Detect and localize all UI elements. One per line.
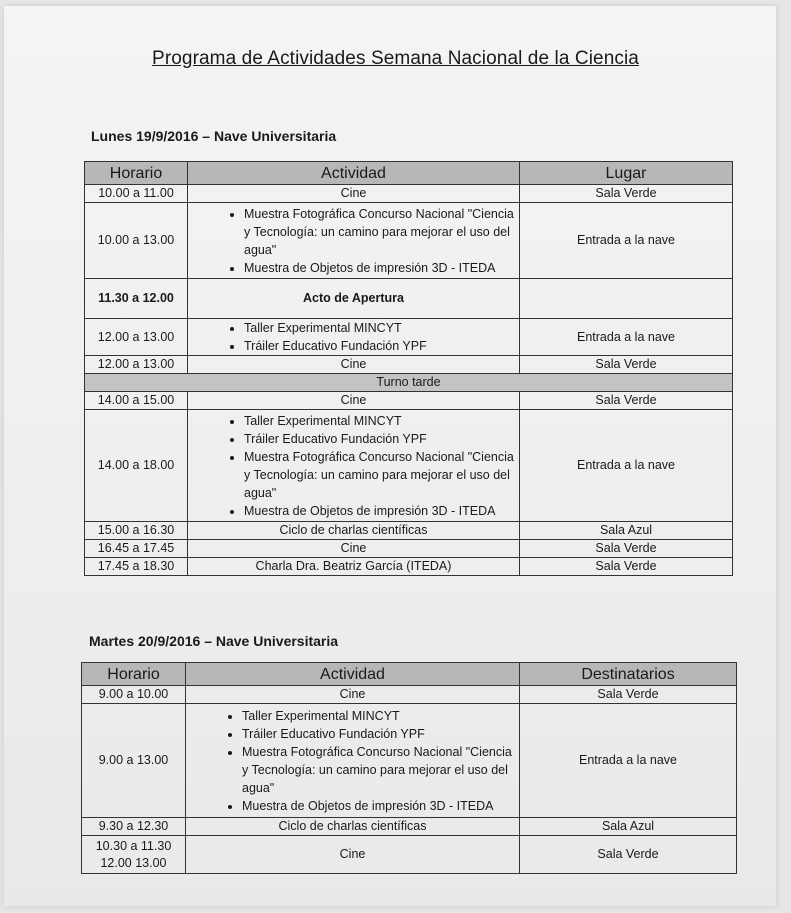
- table-row: [85, 522, 733, 540]
- time-cell: 17.45 a 18.30: [85, 558, 188, 576]
- time-line: 12.00 13.00: [100, 855, 167, 870]
- list-item: • Tráiler Educativo Fundación YPF: [242, 725, 515, 743]
- schedule-table-tuesday: [81, 662, 737, 874]
- list-item: • Tráiler Educativo Fundación YPF: [244, 430, 515, 448]
- activity-cell: Acto de Apertura: [188, 279, 520, 319]
- table-row: [82, 818, 737, 836]
- list-item: • Taller Experimental MINCYT: [242, 707, 515, 725]
- time-cell: [82, 836, 186, 874]
- list-item: • Muestra de Objetos de impresión 3D - ITEDA: [244, 502, 515, 520]
- time-cell: 10.00 a 11.00: [85, 185, 188, 203]
- place-cell: Sala Verde: [520, 558, 733, 576]
- time-cell: 15.00 a 16.30: [85, 522, 188, 540]
- activity-cell: Cine: [188, 356, 520, 374]
- place-cell: Entrada a la nave: [520, 704, 737, 818]
- list-item: • Tráiler Educativo Fundación YPF: [244, 337, 515, 355]
- time-cell: 12.00 a 13.00: [85, 319, 188, 356]
- turn-label: Turno tarde: [85, 374, 733, 392]
- activity-cell: Cine: [186, 686, 520, 704]
- time-line: 10.30 a 11.30: [95, 838, 172, 853]
- activity-cell: Cine: [188, 540, 520, 558]
- day-heading-tuesday: Martes 20/9/2016 – Nave Universitaria: [89, 633, 339, 649]
- place-cell: Sala Verde: [520, 356, 733, 374]
- schedule-table-monday: [84, 161, 733, 576]
- column-header-place: Lugar: [520, 162, 733, 185]
- table-row: [85, 185, 733, 203]
- table-row: [85, 319, 733, 356]
- column-header-activity: Actividad: [188, 162, 520, 185]
- table-header-row: [82, 663, 737, 686]
- table-row: [85, 356, 733, 374]
- activity-cell: Cine: [188, 392, 520, 410]
- activity-cell: Cine: [186, 836, 520, 874]
- activity-cell: [188, 410, 520, 522]
- place-cell: Entrada a la nave: [520, 410, 733, 522]
- activity-cell: Ciclo de charlas científicas: [188, 522, 520, 540]
- activity-cell: [186, 704, 520, 818]
- time-cell: 9.30 a 12.30: [82, 818, 186, 836]
- place-cell: Entrada a la nave: [520, 203, 733, 279]
- table-header-row: [85, 162, 733, 185]
- table-row: [82, 704, 737, 818]
- time-cell: 11.30 a 12.00: [85, 279, 188, 319]
- column-header-time: Horario: [82, 663, 186, 686]
- place-cell: Sala Azul: [520, 818, 737, 836]
- place-cell: Sala Verde: [520, 540, 733, 558]
- table-row: [85, 392, 733, 410]
- document-title: Programa de Actividades Semana Nacional de la Ciencia: [152, 48, 639, 69]
- activity-cell: [188, 319, 520, 356]
- place-cell: Sala Azul: [520, 522, 733, 540]
- column-header-activity: Actividad: [186, 663, 520, 686]
- day-heading-monday: Lunes 19/9/2016 – Nave Universitaria: [91, 128, 337, 144]
- column-header-time: Horario: [85, 162, 188, 185]
- activity-cell: Cine: [188, 185, 520, 203]
- time-cell: 14.00 a 18.00: [85, 410, 188, 522]
- place-cell: Entrada a la nave: [520, 319, 733, 356]
- list-item: • Muestra Fotográfica Concurso Nacional "Ciencia y Tecnología: un camino para mejorar el uso del agua": [244, 205, 515, 259]
- list-item: • Muestra de Objetos de impresión 3D - ITEDA: [244, 259, 515, 277]
- table-row: [82, 836, 737, 874]
- time-cell: 9.00 a 10.00: [82, 686, 186, 704]
- time-cell: 16.45 a 17.45: [85, 540, 188, 558]
- table-row: [85, 279, 733, 319]
- list-item: • Taller Experimental MINCYT: [244, 319, 515, 337]
- list-item: • Muestra Fotográfica Concurso Nacional "Ciencia y Tecnología: un camino para mejorar el uso del agua": [242, 743, 515, 797]
- table-row: [85, 410, 733, 522]
- column-header-recipients: Destinatarios: [520, 663, 737, 686]
- time-cell: 14.00 a 15.00: [85, 392, 188, 410]
- place-cell: Sala Verde: [520, 185, 733, 203]
- place-cell: Sala Verde: [520, 686, 737, 704]
- time-cell: 10.00 a 13.00: [85, 203, 188, 279]
- table-row: [82, 686, 737, 704]
- time-cell: 9.00 a 13.00: [82, 704, 186, 818]
- list-item: • Muestra de Objetos de impresión 3D - ITEDA: [242, 797, 515, 815]
- time-cell: 12.00 a 13.00: [85, 356, 188, 374]
- table-row: [85, 540, 733, 558]
- table-row: [85, 203, 733, 279]
- place-cell: Sala Verde: [520, 836, 737, 874]
- place-cell: Sala Verde: [520, 392, 733, 410]
- activity-cell: Ciclo de charlas científicas: [186, 818, 520, 836]
- activity-cell: Charla Dra. Beatriz García (ITEDA): [188, 558, 520, 576]
- list-item: • Taller Experimental MINCYT: [244, 412, 515, 430]
- activity-cell: [188, 203, 520, 279]
- turn-divider-row: [85, 374, 733, 392]
- list-item: • Muestra Fotográfica Concurso Nacional "Ciencia y Tecnología: un camino para mejorar el uso del agua": [244, 448, 515, 502]
- place-cell: [520, 279, 733, 319]
- table-row: [85, 558, 733, 576]
